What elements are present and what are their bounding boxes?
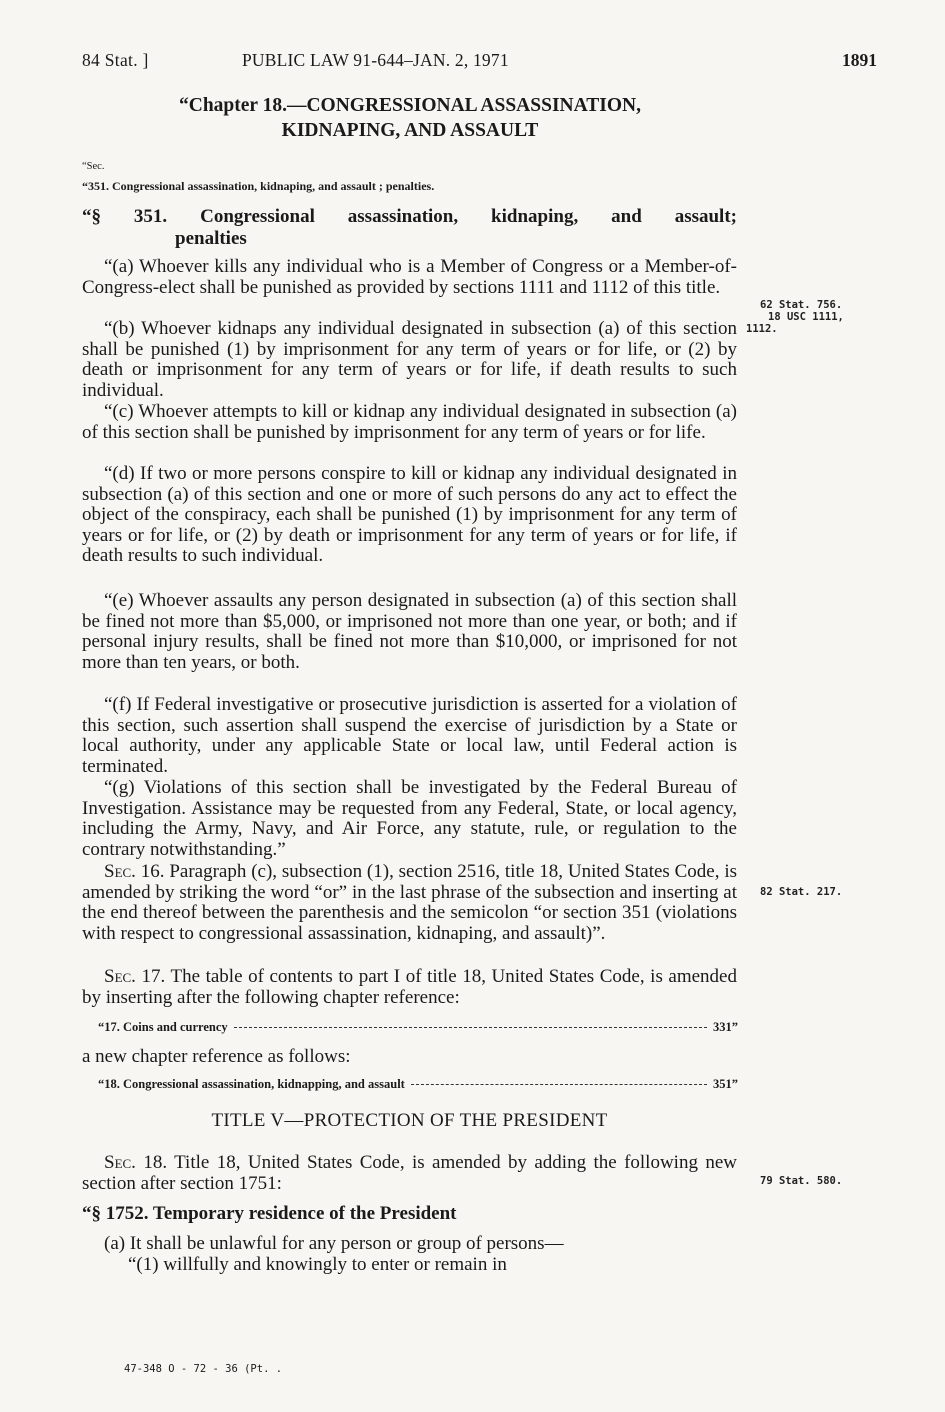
margin-note-1112: 1112. — [746, 323, 778, 335]
dot-leader — [411, 1084, 707, 1085]
toc-entry-351: “351. Congressional assassination, kidnaping, and assault ; penalties. — [82, 179, 435, 193]
paragraph-d: “(d) If two or more persons conspire to kill or kidnap any individual designated in subsection (a) of this section and one or more of such persons do any act to effect the object of the conspiracy, each shall be punished (1) by imprisonment for any term of years or for life, or (2) by death or imprisonment for any term of years or for life, if death results to such individual. — [82, 463, 737, 566]
section-16-label: Sec. 16. — [104, 861, 165, 882]
chapter-title-line2: KIDNAPING, AND ASSAULT — [281, 120, 539, 141]
paragraph-e: “(e) Whoever assaults any person designated in subsection (a) of this section shall be fined not more than $5,000, or imprisoned not more than one year, or both; and if personal injury results, shall be fined not more than $10,000, or imprisoned for not more than ten years, or both. — [82, 590, 737, 673]
dot-leader — [234, 1027, 707, 1028]
section-1752-heading: “§ 1752. Temporary residence of the President — [82, 1203, 457, 1224]
paragraph-f: “(f) If Federal investigative or prosecutive jurisdiction is asserted for a violation of this section, such assertion shall suspend the exercise of jurisdiction by a State or local authority, under any applicable State or local law, until Federal action is terminated. — [82, 694, 737, 777]
section-18 — [82, 1153, 737, 1194]
margin-note-line: 18 USC 1111, — [768, 311, 844, 323]
toc-entry-18-label: “18. Congressional assassination, kidnapping, and assault — [98, 1077, 405, 1091]
margin-note-62-stat — [760, 299, 844, 323]
toc-entry-17-page: 331” — [713, 1020, 738, 1034]
margin-note-82-stat: 82 Stat. 217. — [760, 886, 843, 898]
toc-entry-18-page: 351” — [713, 1077, 738, 1091]
section-16 — [82, 862, 737, 944]
section-18-text: Title 18, United States Code, is amended by adding the following new section after section 1751: — [82, 1152, 738, 1194]
margin-note-79-stat: 79 Stat. 580. — [760, 1175, 843, 1187]
new-chapter-reference-text: a new chapter reference as follows: — [82, 1046, 351, 1067]
page-number: 1891 — [842, 50, 877, 70]
section-351-heading-cont: penalties — [175, 228, 247, 249]
toc-entry-17-label: “17. Coins and currency — [98, 1020, 228, 1034]
toc-entry-17 — [98, 1020, 738, 1035]
toc-entry-18 — [98, 1077, 738, 1092]
margin-note-line: 62 Stat. 756. — [760, 299, 843, 311]
running-header-title: PUBLIC LAW 91-644–JAN. 2, 1971 — [242, 50, 509, 70]
paragraph-g: “(g) Violations of this section shall be investigated by the Federal Bureau of Investigation. Assistance may be requested from any Federal, State, or local agency, including the Army, Navy, and Air Force, any statute, rule, or regulation to the contrary notwithstanding.” — [82, 777, 737, 860]
section-1752-para-1: “(1) willfully and knowingly to enter or remain in — [128, 1254, 507, 1275]
section-17-text: The table of contents to part I of title 18, United States Code, is amended by inserting after the following chapter reference: — [82, 966, 737, 1008]
section-1752-para-a: (a) It shall be unlawful for any person or group of persons— — [104, 1233, 564, 1254]
paragraph-a: “(a) Whoever kills any individual who is a Member of Congress or a Member-of-Congress-elect shall be punished as provided by sections 1111 and 1112 of this title. — [82, 256, 737, 298]
running-header-volume: 84 Stat. ] — [82, 50, 149, 70]
paragraph-c: “(c) Whoever attempts to kill or kidnap any individual designated in subsection (a) of this section shall be punished by imprisonment for any term of years or for life. — [82, 401, 737, 443]
chapter-title-line1: “Chapter 18.—CONGRESSIONAL ASSASSINATION, — [179, 95, 641, 116]
section-17 — [82, 967, 737, 1008]
toc-sec-label: “Sec. — [82, 161, 105, 172]
section-17-label: Sec. 17. — [104, 966, 166, 987]
print-footer: 47-348 O - 72 - 36 (Pt. . — [124, 1363, 283, 1375]
section-351-heading: “§ 351. Congressional assassination, kidnaping, and assault; — [82, 206, 737, 227]
paragraph-b: “(b) Whoever kidnaps any individual designated in subsection (a) of this section shall be punished (1) by imprisonment for any term of years or for life, or (2) by death or imprisonment for any term of years or for life, if death results to such individual. — [82, 318, 737, 401]
section-18-label: Sec. 18. — [104, 1152, 168, 1173]
chapter-title — [80, 93, 740, 143]
section-16-text: Paragraph (c), subsection (1), section 2516, title 18, United States Code, is amended by striking the word “or” in the last phrase of the subsection and inserting at the end thereof between the parenthesis and the semicolon “or section 351 (violations with respect to congressional assassination, kidnaping, and assault)”. — [82, 861, 737, 944]
title-v-heading: TITLE V—PROTECTION OF THE PRESIDENT — [211, 1110, 608, 1131]
